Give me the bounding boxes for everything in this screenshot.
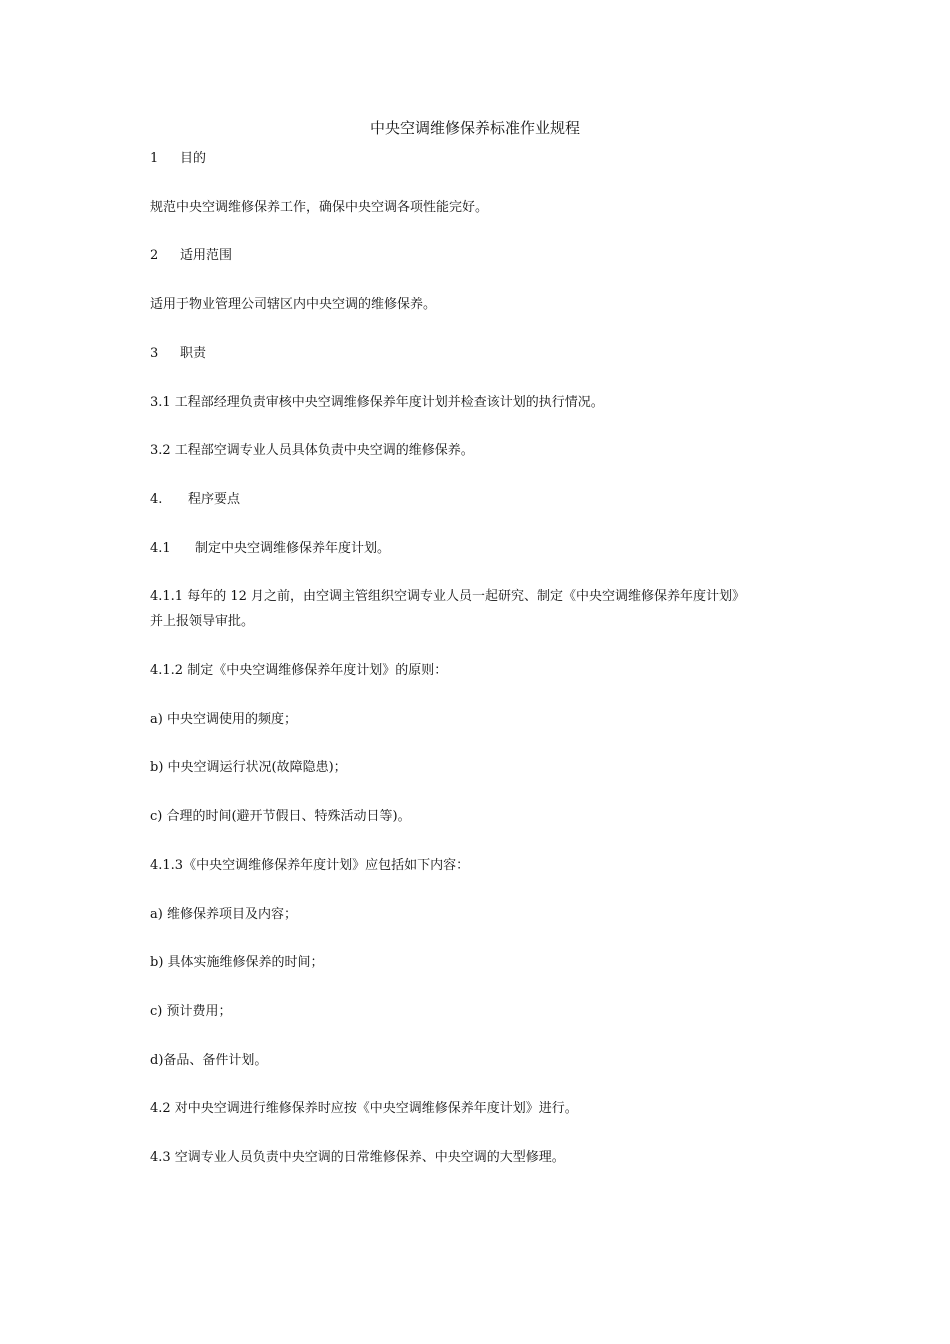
paragraph: 规范中央空调维修保养工作，确保中央空调各项性能完好。 xyxy=(150,200,489,215)
section-number: 4.1 xyxy=(150,541,171,556)
paragraph: 4.3 空调专业人员负责中央空调的日常维修保养、中央空调的大型修理。 xyxy=(150,1150,565,1165)
section-heading-4 xyxy=(150,491,240,509)
section-heading-1 xyxy=(150,150,206,168)
paragraph: 4.1.2 制定《中央空调维修保养年度计划》的原则： xyxy=(150,663,448,678)
list-item: c) 预计费用； xyxy=(150,1004,232,1019)
section-number: 1 xyxy=(150,151,159,166)
section-number: 3 xyxy=(150,346,159,361)
paragraph: 3.2 工程部空调专业人员具体负责中央空调的维修保养。 xyxy=(150,443,474,458)
section-heading-text: 职责 xyxy=(180,346,207,361)
section-heading-text: 适用范围 xyxy=(180,248,233,263)
section-heading-text: 制定中央空调维修保养年度计划。 xyxy=(195,541,391,556)
list-item: c) 合理的时间(避开节假日、特殊活动日等)。 xyxy=(150,809,411,824)
section-heading-2 xyxy=(150,247,232,265)
paragraph: 4.1.1 每年的 12 月之前，由空调主管组织空调专业人员一起研究、制定《中央空调维修保养年度计划》 xyxy=(150,589,746,604)
subsection-heading-4-1 xyxy=(150,540,390,558)
section-number: 2 xyxy=(150,248,159,263)
paragraph: 4.2 对中央空调进行维修保养时应按《中央空调维修保养年度计划》进行。 xyxy=(150,1101,578,1116)
list-item: b) 具体实施维修保养的时间； xyxy=(150,955,324,970)
list-item: a) 维修保养项目及内容； xyxy=(150,907,297,922)
list-item: a) 中央空调使用的频度； xyxy=(150,712,297,727)
paragraph: 3.1 工程部经理负责审核中央空调维修保养年度计划并检查该计划的执行情况。 xyxy=(150,395,604,410)
document-title: 中央空调维修保养标准作业规程 xyxy=(369,119,580,137)
section-number: 4. xyxy=(150,492,163,507)
section-heading-text: 目的 xyxy=(180,151,207,166)
paragraph: 4.1.3《中央空调维修保养年度计划》应包括如下内容： xyxy=(150,858,470,873)
paragraph: 适用于物业管理公司辖区内中央空调的维修保养。 xyxy=(150,297,437,312)
section-heading-text: 程序要点 xyxy=(188,492,241,507)
list-item: d)备品、备件计划。 xyxy=(150,1053,268,1068)
list-item: b) 中央空调运行状况(故障隐患)； xyxy=(150,760,347,775)
paragraph-continuation: 并上报领导审批。 xyxy=(150,614,255,629)
section-heading-3 xyxy=(150,345,206,363)
